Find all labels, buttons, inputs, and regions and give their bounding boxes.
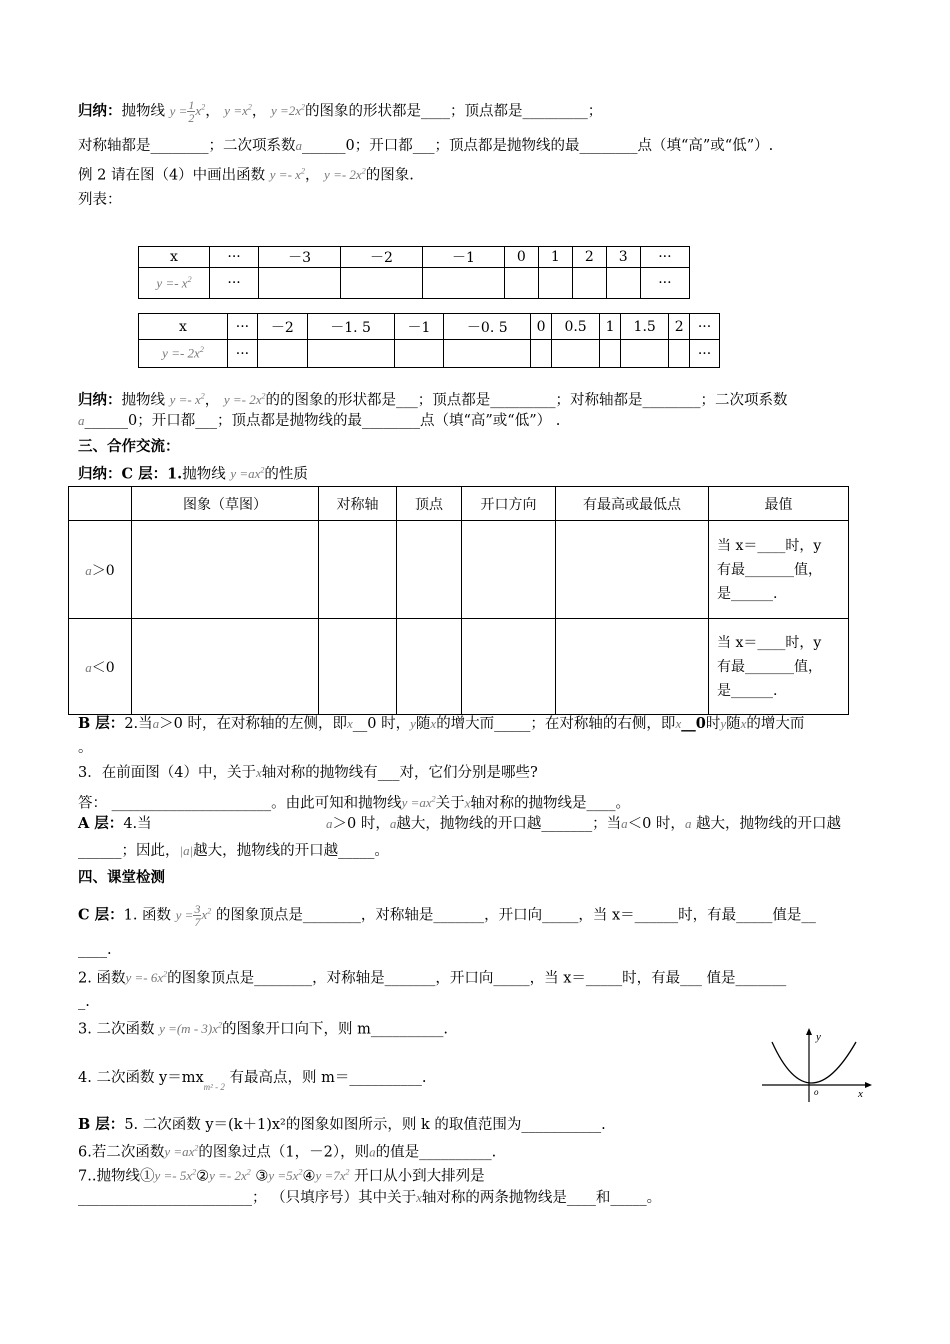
table-cell (620, 340, 668, 368)
x-axis-arrow-icon (865, 1082, 872, 1088)
header-extreme-point: 有最高或最低点 (556, 487, 709, 521)
table-cell: 1 (600, 314, 621, 340)
table-row (69, 521, 849, 619)
table-cell: ··· (210, 247, 259, 268)
header-graph: 图象（草图） (132, 487, 319, 521)
table-cell: －2 (257, 314, 307, 340)
table-cell: －3 (259, 247, 341, 268)
parabola-curve (772, 1042, 856, 1083)
table-cell (551, 340, 599, 368)
table-cell: 0.5 (551, 314, 599, 340)
summary-line-2: 对称轴都是________；二次项系数a______0；开口都___；顶点都是抛物线的最________点（填“高”或“低”）. (78, 138, 774, 154)
eq-ax2: $y =ax^2$ (230, 466, 265, 482)
table-cell (341, 268, 423, 299)
table-cell: 2 (669, 314, 690, 340)
question-3-m: 3. 二次函数 $y =(m - 3)x^2$的图象开口向下，则 m__________. (78, 1021, 448, 1038)
summary-line-3: 归纳：抛物线 $y =- x^2$， $y =- 2x^2$的的图象的形状都是___；顶点都是_________；对称轴都是________；二次项系数 (78, 391, 788, 409)
list-label: 列表： (78, 192, 122, 208)
table-cell: ··· (690, 314, 720, 340)
table-cell: －0. 5 (444, 314, 531, 340)
properties-table (68, 486, 849, 715)
table-cell: 1 (538, 247, 572, 268)
table-cell (669, 340, 690, 368)
table-cell (422, 268, 504, 299)
row-label-a-negative: a＜0 (69, 619, 132, 715)
table-neg-x2 (138, 246, 690, 299)
table-cell: 0 (504, 247, 538, 268)
table-cell: ··· (228, 340, 258, 368)
table-cell (444, 340, 531, 368)
b-level-question-2: B 层：2.当a＞0 时，在对称轴的左侧，即x__0 时，y随x的增大而_____；在对称轴的右侧，即x__0时y随x的增大而 (78, 715, 805, 732)
eq-half-x2: y = (169, 103, 188, 119)
table-cell: ··· (690, 340, 720, 368)
table-cell (538, 268, 572, 299)
question-7: 7..抛物线①y =- $5x^2②y =- 2x^2$ ③y $=5x^2④y =7x^2$ 开口从小到大排列是 (78, 1168, 485, 1185)
a-level-line-2: ______；因此，|a|越大，抛物线的开口越_____。 (78, 843, 389, 859)
table-cell (394, 340, 444, 368)
eq-2x2: $y =2x^2$ (270, 103, 306, 119)
eq-neg-x2: $y =- x^2$ (269, 167, 305, 183)
table-cell (504, 268, 538, 299)
header-direction: 开口方向 (462, 487, 556, 521)
eq-neg-2x2: $y =- 2x^2$ (223, 392, 266, 408)
question-6: 6.若二次函数$y =ax^2$的图象过点（1，－2），则a的值是__________. (78, 1144, 497, 1161)
table-cell: ··· (640, 247, 689, 268)
table-cell: 0 (531, 314, 552, 340)
c-level-summary: 归纳：C 层：1.抛物线 $y =ax^2$的性质 (78, 465, 308, 483)
table-cell: －1 (394, 314, 444, 340)
table-cell (531, 340, 552, 368)
table-neg-2x2 (138, 313, 720, 368)
example-2-line: 例 2 请在图（4）中画出函数 $y =- x^2$， $y =- 2x^2$的图象. (78, 167, 414, 184)
fraction-1-2: $\frac{1}{2}$ (188, 97, 195, 125)
c-level-question-1-end: ____. (78, 942, 112, 958)
parabola-graph (758, 1024, 878, 1104)
table-cell: ··· (210, 268, 259, 299)
table-cell: ··· (228, 314, 258, 340)
row-label-a-positive: a＞0 (69, 521, 132, 619)
y-axis-label: y (816, 1031, 821, 1043)
table-cell: x (139, 314, 228, 340)
table-cell (257, 340, 307, 368)
summary-line-4: a______0；开口都___；顶点都是抛物线的最________点（填“高”或“低”） . (78, 413, 561, 429)
y-axis-arrow-icon (806, 1028, 812, 1035)
table-cell (606, 268, 640, 299)
extreme-value-cell: 当 x＝____时，y 有最_______值， 是______. (709, 619, 849, 715)
question-3: 3．在前面图（4）中，关于x轴对称的抛物线有___对，它们分别是哪些? (78, 765, 538, 781)
eq-x2: $y =x^2$ (224, 103, 252, 119)
table-cell: 3 (606, 247, 640, 268)
section-heading-4: 四、课堂检测 (78, 869, 165, 886)
table-cell: －1. 5 (307, 314, 394, 340)
a-level-question-4-cont: a＞0 时，a越大，抛物线的开口越_______；当a＜0 时，a 越大，抛物线的开口越 (326, 816, 842, 832)
question-2: 2. 函数$y =- 6x^2$的图象顶点是________，对称轴是_______，开口向_____，当 x＝_____时，有最___ 值是_______ (78, 970, 787, 987)
table-cell: －2 (341, 247, 423, 268)
extreme-value-cell: 当 x＝____时，y 有最_______值， 是______. (709, 521, 849, 619)
header-extreme-value: 最值 (709, 487, 849, 521)
eq-neg-2x2: $y =- 2x^2$ (324, 167, 366, 183)
table-cell (259, 268, 341, 299)
section-heading-3: 三、合作交流： (78, 438, 180, 455)
x-axis-label: x (858, 1088, 863, 1100)
question-2-end: _. (78, 994, 90, 1010)
header-vertex: 顶点 (397, 487, 462, 521)
table-cell: 1.5 (620, 314, 668, 340)
table-row-label: $y =- x^2$ (139, 268, 210, 299)
table-cell (307, 340, 394, 368)
fraction-3-7: $\frac{3}{7}$ (194, 901, 201, 929)
table-cell: 2 (572, 247, 606, 268)
c-level-question-1: C 层：1. 函数 y = $\frac{3}{7}$ $x^2$ 的图象顶点是________，对称轴是_______，开口向_____，当 x＝______时，有最_____值是__ (78, 901, 816, 929)
table-cell: －1 (422, 247, 504, 268)
header-axis: 对称轴 (319, 487, 397, 521)
b-level-question-5: B 层：5. 二次函数 y＝(k＋1)x²的图象如图所示，则 k 的取值范围为___________. (78, 1116, 606, 1133)
a-level-question-4: A 层：4.当 (78, 815, 152, 832)
origin-label: o (814, 1087, 819, 1097)
table-cell: ··· (640, 268, 689, 299)
table-row (69, 619, 849, 715)
table-cell (600, 340, 621, 368)
eq-neg-x2: $y =- x^2$ (169, 392, 205, 408)
summary-line-1: 归纳：抛物线 y = $\frac{1}{2}$ $x^2$， $y =x^2$， $y =2x^2$的图象的形状都是____；顶点都是_________； (78, 97, 603, 125)
table-cell (572, 268, 606, 299)
b-level-end: 。 (78, 740, 93, 756)
table-cell: x (139, 247, 210, 268)
table-row-label: $y =- 2x^2$ (139, 340, 228, 368)
question-7-line-2: ________________________； （只填序号）其中关于x轴对称的两条抛物线是____和_____。 (78, 1190, 662, 1206)
answer-line: 答： ______________________。由此可知和抛物线$y =ax^2$关于x轴对称的抛物线是____。 (78, 795, 630, 812)
question-4-m: 4. 二次函数 $y=mx_{m^2 - 2}$ 有最高点，则 m＝__________. (78, 1070, 427, 1092)
summary-lead: 归纳： (78, 102, 122, 120)
